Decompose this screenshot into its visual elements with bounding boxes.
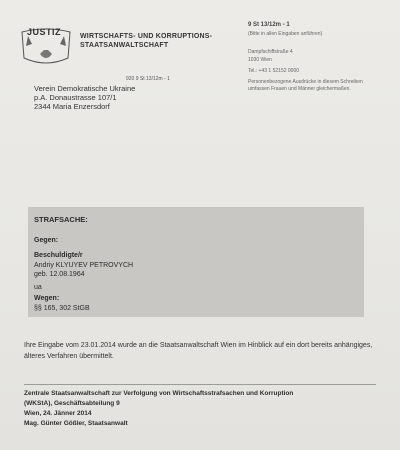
footer-date: Wien, 24. Jänner 2014 (24, 410, 92, 417)
accused-label: Beschuldigte/r (34, 252, 83, 259)
agency-line-1: WIRTSCHAFTS- UND KORRUPTIONS- (80, 33, 213, 40)
reference-number: 9 St 13/12m - 1 (248, 22, 290, 28)
footer-line-1: Zentrale Staatsanwaltschaft zur Verfolgung von Wirtschaftsstrafsachen und Korruption (24, 390, 294, 397)
accused-name: Andriy KLYUYEV PETROVYCH (34, 262, 134, 269)
against-label: Gegen: (34, 237, 59, 244)
accused-ua: ua (34, 284, 42, 291)
logo-text: JUSTIZ (26, 27, 61, 37)
case-box (28, 207, 364, 317)
office-address (248, 48, 293, 64)
recipient-line-3: 2344 Maria Enzersdorf (34, 102, 110, 111)
address-line-1: Dampfschiffstraße 4 (248, 49, 293, 55)
charges-value: §§ 165, 302 StGB (34, 305, 90, 312)
agency-name (80, 32, 212, 50)
gender-notice: Personenbezogene Ausdrücke in diesem Schreiben umfassen Frauen und Männer gleichermaßen. (248, 79, 363, 92)
charges-label: Wegen: (34, 295, 60, 302)
case-title: STRAFSACHE: (34, 215, 88, 224)
agency-line-2: STAATSANWALTSCHAFT (80, 42, 169, 49)
body-paragraph: Ihre Eingabe vom 23.01.2014 wurde an die Staatsanwaltschaft Wien im Hinblick auf ein dort bereits anhängiges, älteres Verfahren übermittelt. (24, 342, 373, 360)
address-line-2: 1030 Wien (248, 57, 272, 63)
footer-line-2: (WKStA), Geschäftsabteilung 9 (24, 400, 120, 407)
recipient-address (34, 84, 135, 111)
footer-signatory: Mag. Günter Gößler, Staatsanwalt (24, 420, 128, 427)
accused-dob: geb. 12.08.1964 (34, 271, 85, 278)
window-reference: 920 9 St 13/12m - 1 (126, 76, 170, 82)
recipient-line-2: p.A. Donaustrasse 107/1 (34, 93, 117, 102)
office-phone: Tel.: +43 1 52152 0000 (248, 68, 300, 74)
signature-block (24, 384, 376, 429)
reference-note: (Bitte in allen Eingaben anführen) (248, 31, 323, 37)
recipient-line-1: Verein Demokratische Ukraine (34, 84, 136, 93)
